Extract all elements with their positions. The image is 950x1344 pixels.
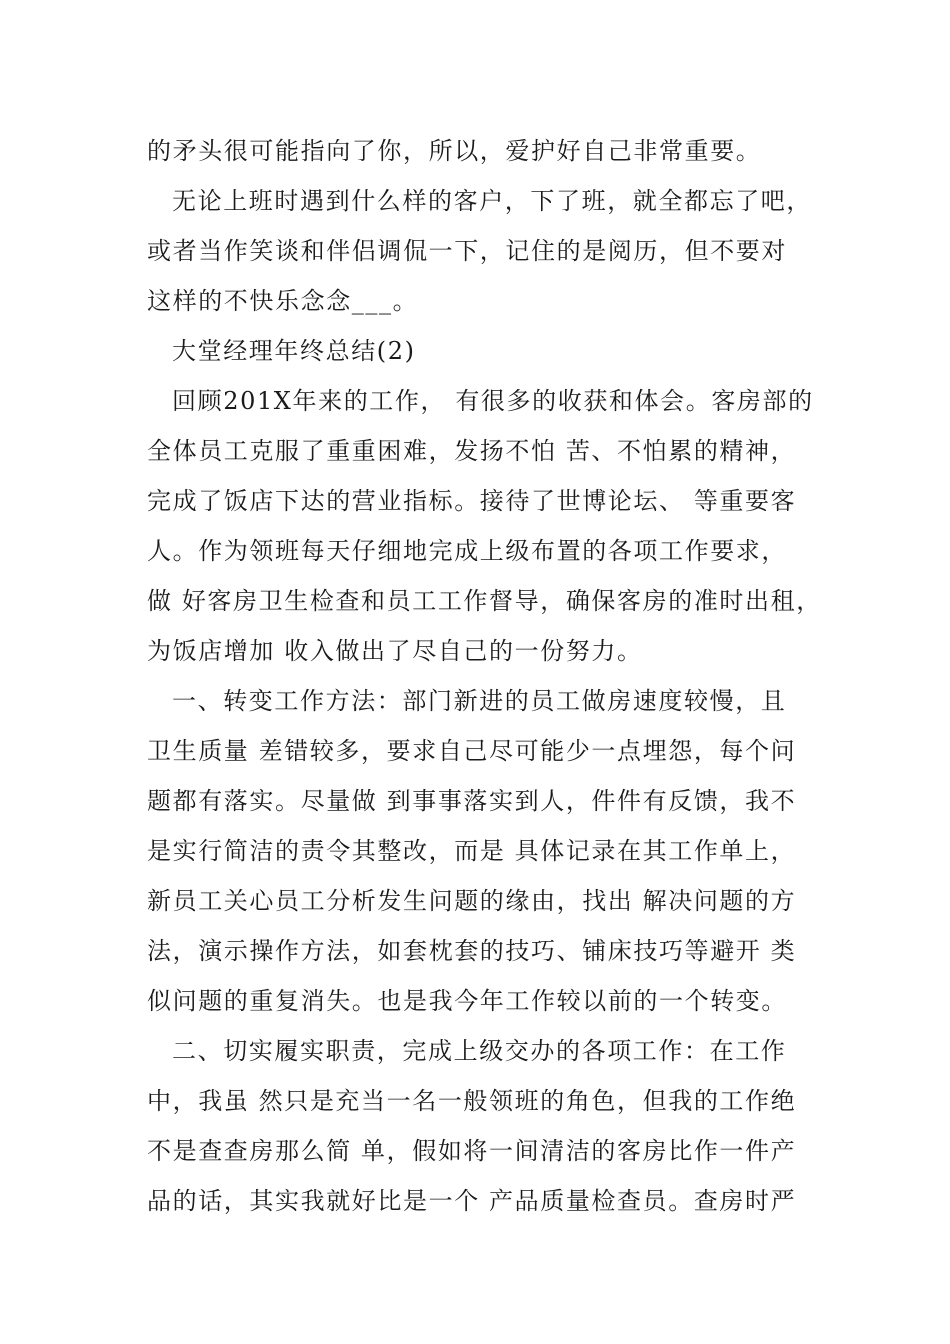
text-line: 完成了饭店下达的营业指标。接待了世博论坛、 等重要客 [147,487,797,515]
text-line: 卫生质量 差错较多，要求自己尽可能少一点埋怨，每个问 [147,737,797,765]
text-line: 是实行简洁的责令其整改，而是 具体记录在其工作单上， [147,837,797,865]
text-line: 题都有落实。尽量做 到事事落实到人，件件有反馈，我不 [147,787,797,815]
text-line: 无论上班时遇到什么样的客户，下了班，就全都忘了吧， [172,187,812,215]
text-line: 或者当作笑谈和伴侣调侃一下，记住的是阅历，但不要对 [147,237,787,265]
text-line: 中，我虽 然只是充当一名一般领班的角色，但我的工作绝 [147,1087,797,1115]
text-line: 回顾201X年来的工作， 有很多的收获和体会。客房部的 [172,387,814,415]
text-line: 二、切实履实职责，完成上级交办的各项工作：在工作 [172,1037,787,1065]
section-heading: 大堂经理年终总结(2) [172,337,416,365]
text-line: 全体员工克服了重重困难，发扬不怕 苦、不怕累的精神， [147,437,797,465]
text-line: 这样的不快乐念念___。 [147,287,419,315]
text-line: 做 好客房卫生检查和员工工作督导，确保客房的准时出租， [147,587,822,615]
text-line: 法，演示操作方法，如套枕套的技巧、铺床技巧等避开 类 [147,937,797,965]
text-line: 新员工关心员工分析发生问题的缘由，找出 解决问题的方 [147,887,797,915]
text-line: 不是查查房那么简 单，假如将一间清洁的客房比作一件产 [147,1137,797,1165]
text-line: 人。作为领班每天仔细地完成上级布置的各项工作要求， [147,537,787,565]
text-line: 一、转变工作方法：部门新进的员工做房速度较慢，且 [172,687,787,715]
text-line: 品的话，其实我就好比是一个 产品质量检查员。查房时严 [147,1187,797,1215]
text-line: 为饭店增加 收入做出了尽自己的一份努力。 [147,637,643,665]
text-line: 似问题的重复消失。也是我今年工作较以前的一个转变。 [147,987,787,1015]
text-line: 的矛头很可能指向了你，所以，爱护好自己非常重要。 [147,137,762,165]
